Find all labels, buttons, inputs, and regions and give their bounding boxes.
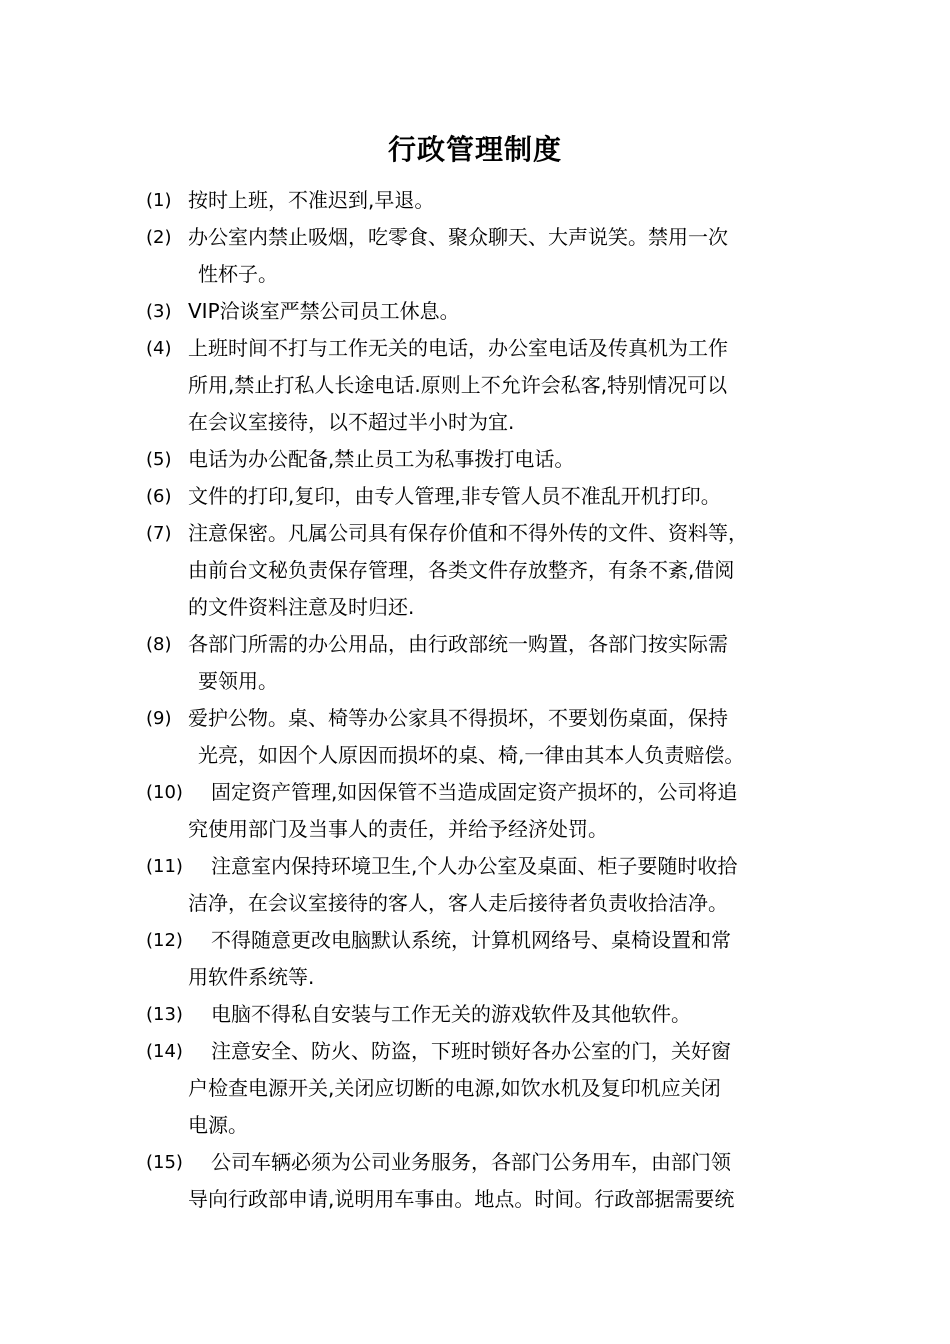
rule-text-line: 注意室内保持环境卫生,个人办公室及桌面、柜子要随时收拾 xyxy=(211,854,738,878)
rule-item xyxy=(146,848,826,922)
rule-text-line: 固定资产管理,如因保管不当造成固定资产损坏的，公司将追 xyxy=(211,780,738,804)
rule-item xyxy=(146,1033,826,1144)
rule-number: (9) xyxy=(146,708,172,729)
rule-item xyxy=(146,219,826,293)
rule-text-line: 不得随意更改电脑默认系统，计算机网络号、桌椅设置和常 xyxy=(211,928,731,952)
rule-number: (3) xyxy=(146,301,172,322)
rule-text-line: 注意安全、防火、防盗，下班时锁好各办公室的门，关好窗 xyxy=(211,1039,731,1063)
rule-number: (12) xyxy=(146,930,183,951)
rule-item xyxy=(146,330,826,441)
rule-text-line: 要领用。 xyxy=(198,669,278,693)
rule-text-line: 办公室内禁止吸烟，吃零食、聚众聊天、大声说笑。禁用一次 xyxy=(188,225,728,249)
rule-text-line: 性杯子。 xyxy=(198,262,278,286)
rule-text-line: 究使用部门及当事人的责任，并给予经济处罚。 xyxy=(188,817,608,841)
rule-text-line: 所用,禁止打私人长途电话.原则上不允许会私客,特别情况可以 xyxy=(188,373,728,397)
rule-text-line: 上班时间不打与工作无关的电话，办公室电话及传真机为工作 xyxy=(188,336,728,360)
rule-item xyxy=(146,700,826,774)
rule-text-line: 户检查电源开关,关闭应切断的电源,如饮水机及复印机应关闭 xyxy=(188,1076,721,1100)
rule-text-line: 洁净，在会议室接待的客人，客人走后接待者负责收拾洁净。 xyxy=(188,891,728,915)
rule-text-line: 电脑不得私自安装与工作无关的游戏软件及其他软件。 xyxy=(211,1002,691,1026)
rule-text-line: 的文件资料注意及时归还. xyxy=(188,595,415,619)
rule-item xyxy=(146,1144,826,1218)
rule-number: (2) xyxy=(146,227,172,248)
rule-text-line: VIP洽谈室严禁公司员工休息。 xyxy=(188,299,460,323)
rule-text-line: 爱护公物。桌、椅等办公家具不得损坏，不要划伤桌面，保持 xyxy=(188,706,728,730)
rule-number: (10) xyxy=(146,782,183,803)
rule-item xyxy=(146,996,826,1033)
rule-number: (4) xyxy=(146,338,172,359)
rule-text-line: 电源。 xyxy=(188,1113,248,1137)
rule-number: (14) xyxy=(146,1041,183,1062)
rule-item xyxy=(146,441,826,478)
rule-text-line: 由前台文秘负责保存管理，各类文件存放整齐，有条不紊,借阅 xyxy=(188,558,735,582)
rule-item xyxy=(146,293,826,330)
rule-text-line: 导向行政部申请,说明用车事由。地点。时间。行政部据需要统 xyxy=(188,1187,735,1211)
rules-list xyxy=(146,182,826,1218)
rule-item xyxy=(146,922,826,996)
rule-text-line: 文件的打印,复印，由专人管理,非专管人员不准乱开机打印。 xyxy=(188,484,721,508)
rule-text-line: 公司车辆必须为公司业务服务，各部门公务用车，由部门领 xyxy=(211,1150,731,1174)
rule-number: (6) xyxy=(146,486,172,507)
rule-number: (1) xyxy=(146,190,172,211)
document-title: 行政管理制度 xyxy=(387,133,562,166)
rule-number: (7) xyxy=(146,523,172,544)
rule-item xyxy=(146,478,826,515)
rule-item xyxy=(146,774,826,848)
rule-number: (8) xyxy=(146,634,172,655)
rule-text-line: 用软件系统等. xyxy=(188,965,315,989)
rule-number: (15) xyxy=(146,1152,183,1173)
rule-text-line: 注意保密。凡属公司具有保存价值和不得外传的文件、资料等， xyxy=(188,521,748,545)
rule-text-line: 各部门所需的办公用品，由行政部统一购置，各部门按实际需 xyxy=(188,632,728,656)
rule-item xyxy=(146,182,826,219)
rule-item xyxy=(146,626,826,700)
rule-text-line: 在会议室接待，以不超过半小时为宜. xyxy=(188,410,515,434)
rule-text-line: 电话为办公配备,禁止员工为私事拨打电话。 xyxy=(188,447,575,471)
rule-text-line: 按时上班，不准迟到,早退。 xyxy=(188,188,435,212)
rule-number: (11) xyxy=(146,856,183,877)
rule-text-line: 光亮，如因个人原因而损坏的桌、椅,一律由其本人负责赔偿。 xyxy=(198,743,745,767)
rule-number: (5) xyxy=(146,449,172,470)
rule-number: (13) xyxy=(146,1004,183,1025)
rule-item xyxy=(146,515,826,626)
